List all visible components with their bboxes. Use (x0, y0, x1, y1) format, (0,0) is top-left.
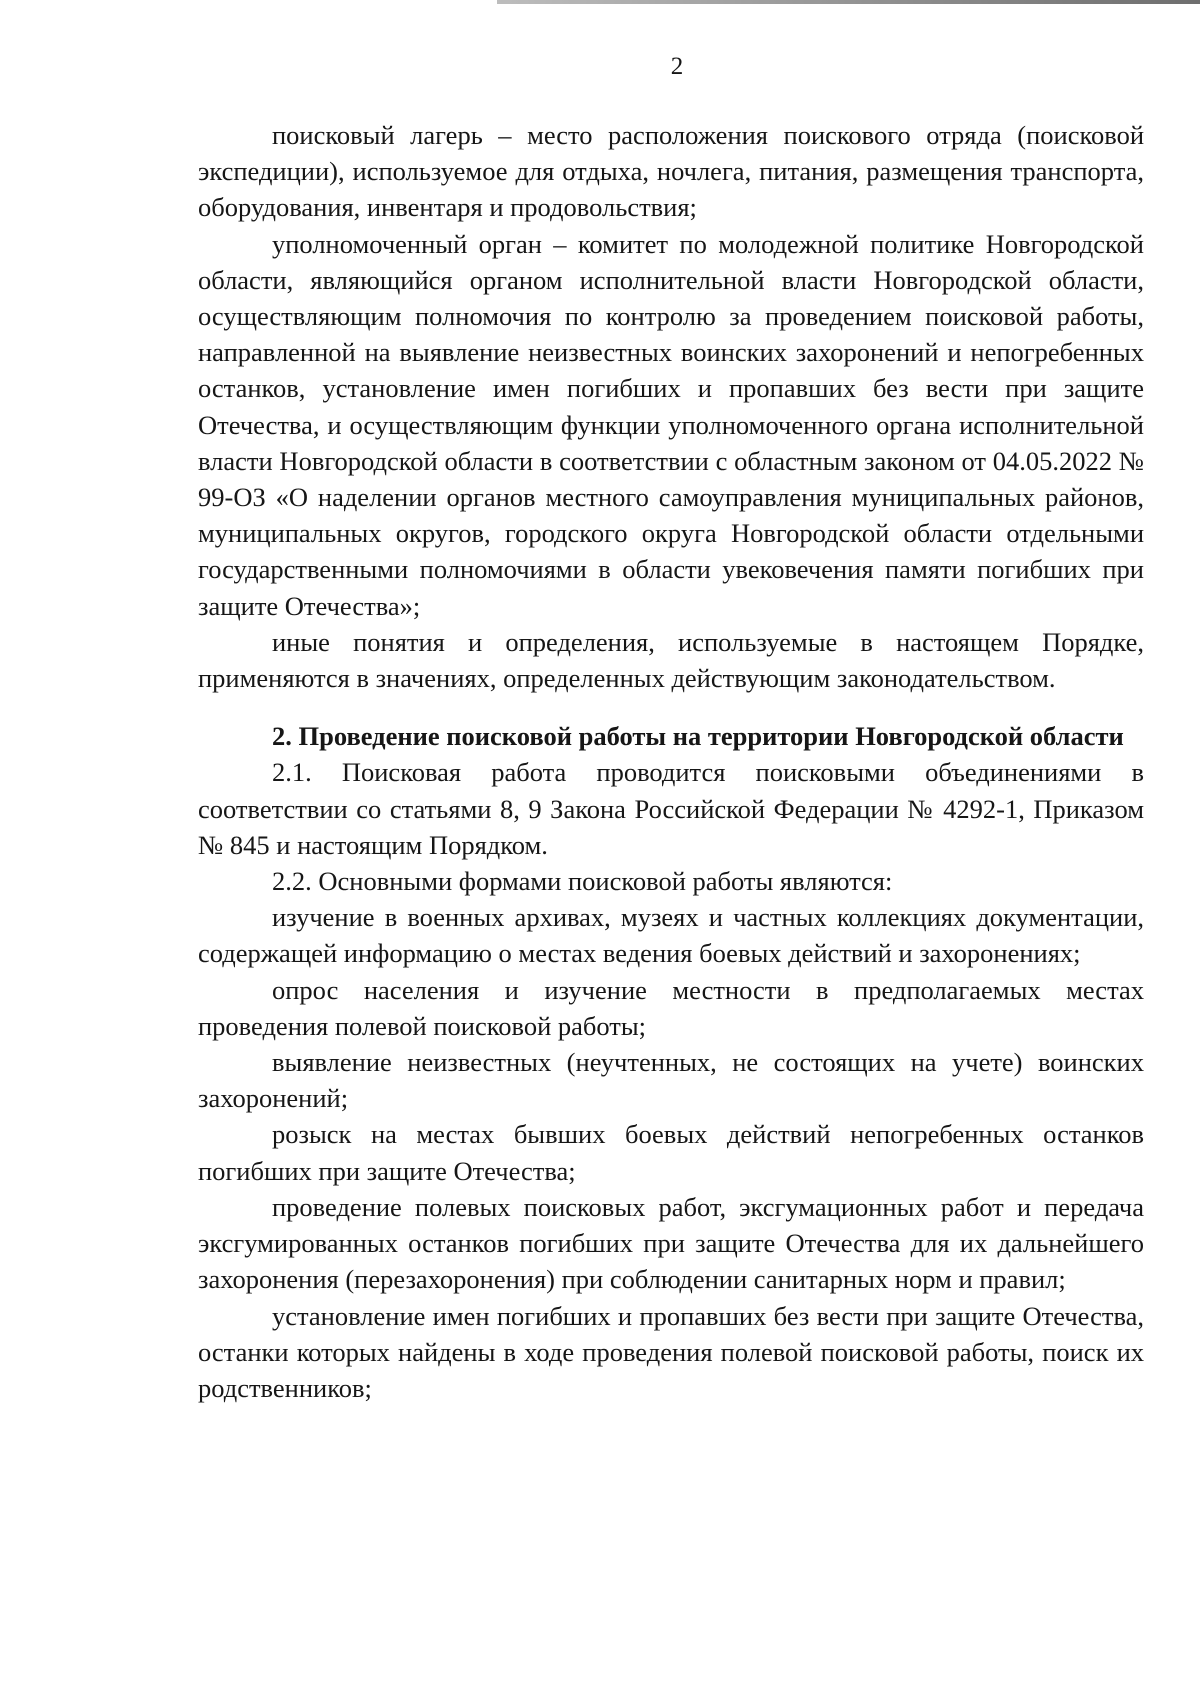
paragraph-2-2: 2.2. Основными формами поисковой работы являются: (272, 866, 893, 897)
paragraph-authorized-body: уполномоченный орган – комитет по молодежной политике Новгородской области, являющийся органом исполнительной власти Новгородской области, осуществляющим полномочия по контролю за проведением поисковой работы, направленной на выявление неизвестных воинских захоронений и непогребенных останков, установление имен погибших и пропавших без вести при защите Отечества, и осуществляющим функции уполномоченного органа исполнительной власти Новгородской области в соответствии с областным законом от 04.05.2022 № 99-ОЗ «О наделении органов местного самоуправления муниципальных районов, муниципальных округов, городского округа Новгородской области отдельными государственными полномочиями в области увековечения памяти погибших при защите Отечества»; (198, 228, 1144, 621)
list-item-identify-burials: выявление неизвестных (неучтенных, не состоящих на учете) воинских захоронений; (198, 1047, 1144, 1114)
paragraph-other-terms: иные понятия и определения, используемые в настоящем Порядке, применяются в значениях, определенных действующим законодательством. (198, 626, 1144, 694)
list-item-survey: опрос населения и изучение местности в предполагаемых местах проведения полевой поисковой работы; (198, 974, 1144, 1041)
list-item-establish-names: установление имен погибших и пропавших без вести при защите Отечества, останки которых найдены в ходе проведения полевой поисковой работы, поиск их родственников; (198, 1300, 1144, 1403)
section-2-heading: 2. Проведение поисковой работы на территории Новгородской области (272, 721, 1124, 752)
list-item-search-remains: розыск на местах бывших боевых действий непогребенных останков погибших при защите Отечества; (198, 1119, 1144, 1186)
paragraph-2-1: 2.1. Поисковая работа проводится поисковыми объединениями в соответствии со статьями 8, 9 Закона Российской Федерации № 4292-1, Приказом № 845 и настоящим Порядком. (198, 757, 1144, 860)
list-item-archives: изучение в военных архивах, музеях и частных коллекциях документации, содержащей информацию о местах ведения боевых действий и захоронениях; (198, 902, 1144, 969)
top-edge-rule (497, 0, 1200, 4)
paragraph-search-camp: поисковый лагерь – место расположения поискового отряда (поисковой экспедиции), используемое для отдыха, ночлега, питания, размещения транспорта, оборудования, инвентаря и продовольствия; (198, 120, 1144, 223)
list-item-field-work: проведение полевых поисковых работ, эксгумационных работ и передача эксгумированных останков погибших при защите Отечества для их дальнейшего захоронения (перезахоронения) при соблюдении санитарных норм и правил; (198, 1191, 1144, 1295)
page-number: 2 (670, 53, 684, 80)
document-body (198, 117, 1144, 1406)
